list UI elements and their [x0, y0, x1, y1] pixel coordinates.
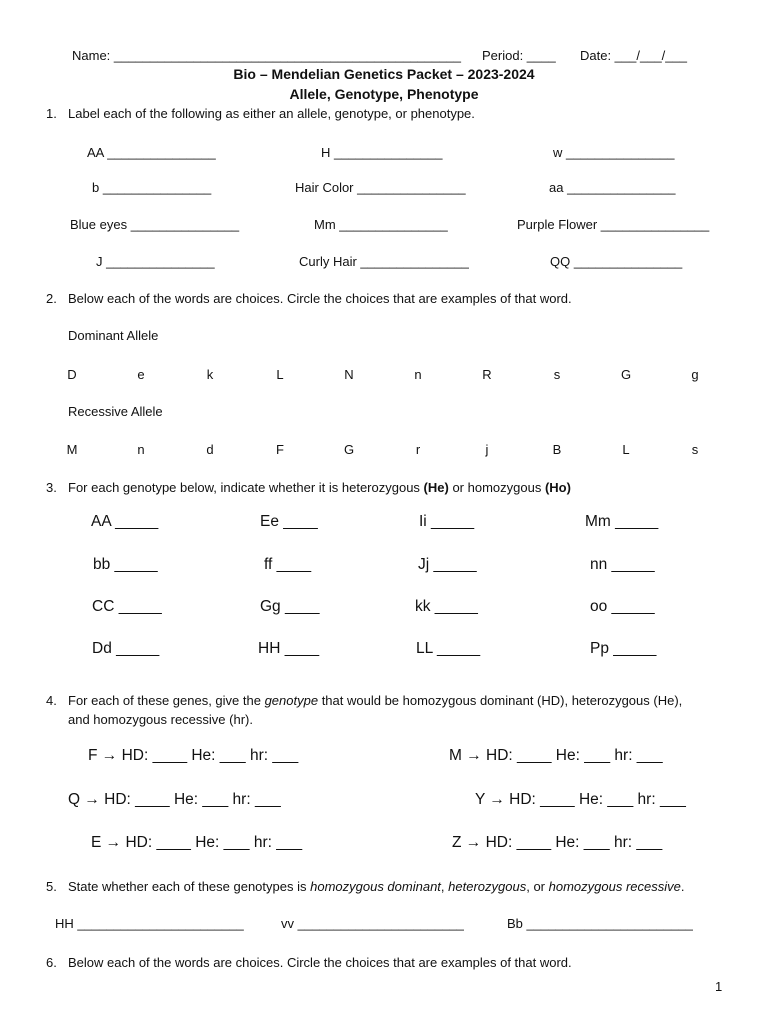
choice-option[interactable]: d [206, 442, 214, 457]
choice-option[interactable]: s [691, 442, 699, 457]
gene-item[interactable]: Q → HD: ____ He: ___ hr: ___ [68, 791, 281, 808]
document-title: Bio – Mendelian Genetics Packet – 2023-2024 [233, 66, 535, 82]
choice-option[interactable]: D [67, 367, 77, 382]
genotype-item[interactable]: CC _____ [92, 598, 162, 615]
hd-term: homozygous dominant [310, 879, 441, 894]
genotype-item[interactable]: Gg ____ [260, 598, 320, 615]
choice-option[interactable]: L [276, 367, 284, 382]
q1-item[interactable]: Blue eyes _______________ [70, 217, 240, 232]
genotype-item[interactable]: LL _____ [416, 640, 481, 657]
q1-prompt: Label each of the following as either an allele, genotype, or phenotype. [68, 106, 475, 121]
choice-option[interactable]: G [343, 442, 355, 457]
choice-option[interactable]: r [415, 442, 421, 457]
q1-number: 1. [46, 106, 57, 121]
q5-prompt [68, 879, 684, 894]
q3-prompt-text: or homozygous [448, 480, 545, 495]
q4-number: 4. [46, 693, 57, 708]
q1-item[interactable]: AA _______________ [87, 145, 216, 160]
genotype-item[interactable]: Jj _____ [418, 556, 477, 573]
genotype-item[interactable]: kk _____ [415, 598, 478, 615]
q4-prompt-text: that would be homozygous dominant (HD), heterozygous (He), [318, 693, 683, 708]
q2-prompt: Below each of the words are choices. Circle the choices that are examples of that word. [68, 291, 572, 306]
q2-number: 2. [46, 291, 57, 306]
choice-option[interactable]: j [485, 442, 489, 457]
genotype-item[interactable]: oo _____ [590, 598, 655, 615]
q6-prompt: Below each of the words are choices. Circle the choices that are examples of that word. [68, 955, 572, 970]
gene-item[interactable]: Z → HD: ____ He: ___ hr: ___ [452, 834, 663, 851]
choice-option[interactable]: N [344, 367, 354, 382]
q1-item[interactable]: b _______________ [92, 180, 212, 195]
genotype-item[interactable]: Ee ____ [260, 513, 318, 530]
choice-option[interactable]: G [620, 367, 632, 382]
q5-number: 5. [46, 879, 57, 894]
q5-sep: , or [526, 879, 549, 894]
choice-option[interactable]: n [137, 442, 145, 457]
q3-prompt [68, 480, 571, 495]
genotype-classify-item[interactable]: Bb _______________________ [507, 916, 693, 931]
choice-option[interactable]: F [276, 442, 284, 457]
genotype-item[interactable]: AA _____ [91, 513, 159, 530]
q3-prompt-text: For each genotype below, indicate whether it is heterozygous [68, 480, 424, 495]
q1-item[interactable]: QQ _______________ [550, 254, 683, 269]
genotype-item[interactable]: ff ____ [264, 556, 312, 573]
hr-term: homozygous recessive [548, 879, 681, 894]
gene-item[interactable]: F → HD: ____ He: ___ hr: ___ [88, 747, 299, 764]
q6-number: 6. [46, 955, 57, 970]
dominant-allele-label: Dominant Allele [68, 328, 159, 343]
q1-item[interactable]: aa _______________ [549, 180, 676, 195]
q4-prompt-line2: and homozygous recessive (hr). [68, 712, 253, 727]
q1-item[interactable]: J _______________ [96, 254, 215, 269]
q4-prompt [68, 693, 682, 708]
choice-option[interactable]: B [552, 442, 562, 457]
genotype-item[interactable]: Mm _____ [585, 513, 659, 530]
q1-item[interactable]: w _______________ [553, 145, 675, 160]
recessive-allele-label: Recessive Allele [68, 404, 163, 419]
period-field[interactable]: Period: ____ [482, 48, 556, 63]
genotype-item[interactable]: nn _____ [590, 556, 655, 573]
q1-item[interactable]: Mm _______________ [314, 217, 448, 232]
genotype-classify-item[interactable]: vv _______________________ [281, 916, 464, 931]
q5-prompt-text: State whether each of these genotypes is [68, 879, 311, 894]
gene-item[interactable]: Y → HD: ____ He: ___ hr: ___ [475, 791, 686, 808]
choice-option[interactable]: g [691, 367, 699, 382]
page-number: 1 [715, 979, 723, 994]
choice-option[interactable]: M [66, 442, 78, 457]
gene-item[interactable]: E → HD: ____ He: ___ hr: ___ [91, 834, 303, 851]
q1-item[interactable]: H _______________ [321, 145, 443, 160]
genotype-item[interactable]: Dd _____ [92, 640, 160, 657]
choice-option[interactable]: k [206, 367, 214, 382]
choice-option[interactable]: s [553, 367, 561, 382]
genotype-item[interactable]: Pp _____ [590, 640, 657, 657]
name-field[interactable]: Name: ________________________________________________ [72, 48, 461, 63]
choice-option[interactable]: R [482, 367, 492, 382]
q5-sep: , [440, 879, 449, 894]
genotype-item[interactable]: bb _____ [93, 556, 158, 573]
date-field[interactable]: Date: ___/___/___ [580, 48, 687, 63]
he-term: heterozygous [448, 879, 527, 894]
ho-abbrev: (Ho) [544, 480, 571, 495]
q3-number: 3. [46, 480, 57, 495]
choice-option[interactable]: e [137, 367, 145, 382]
choice-option[interactable]: n [414, 367, 422, 382]
genotype-item[interactable]: HH ____ [258, 640, 320, 657]
document-subtitle: Allele, Genotype, Phenotype [289, 86, 479, 102]
q1-item[interactable]: Curly Hair _______________ [299, 254, 469, 269]
q5-end: . [680, 879, 685, 894]
genotype-classify-item[interactable]: HH _______________________ [55, 916, 244, 931]
gene-item[interactable]: M → HD: ____ He: ___ hr: ___ [449, 747, 663, 764]
q4-prompt-text: For each of these genes, give the [68, 693, 265, 708]
q1-item[interactable]: Hair Color _______________ [295, 180, 466, 195]
q1-item[interactable]: Purple Flower _______________ [517, 217, 710, 232]
genotype-word: genotype [264, 693, 319, 708]
genotype-item[interactable]: Ii _____ [419, 513, 475, 530]
choice-option[interactable]: L [622, 442, 630, 457]
he-abbrev: (He) [423, 480, 449, 495]
